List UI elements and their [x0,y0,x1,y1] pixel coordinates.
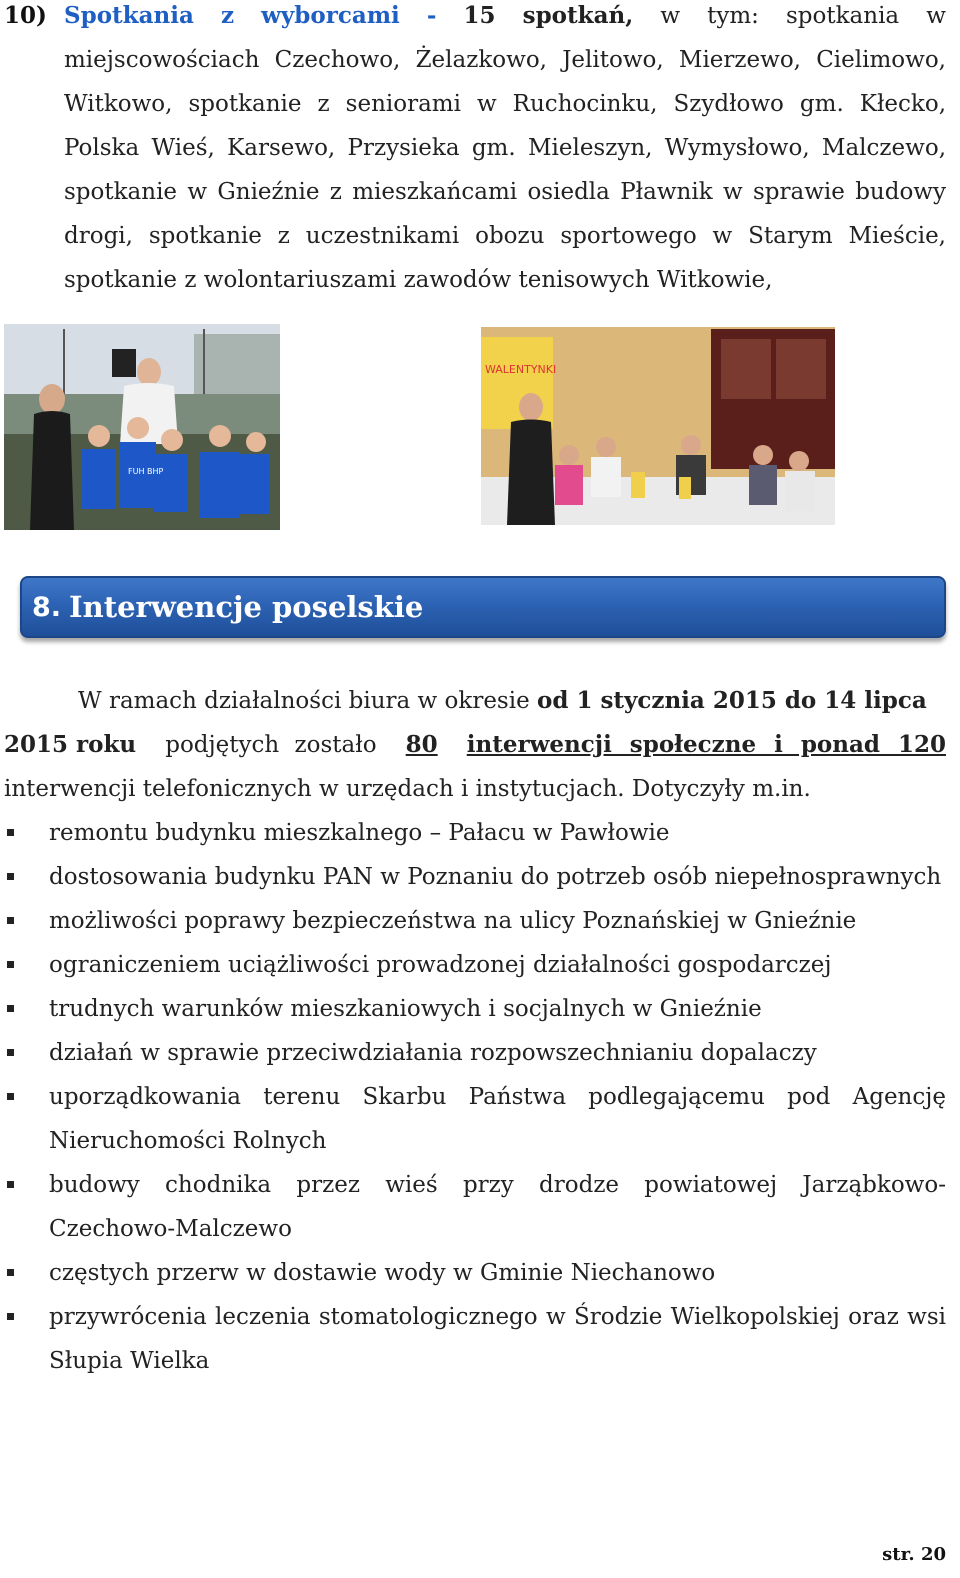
photo-left-sign: FUH BHP [128,467,164,476]
list-item-text: uporządkowania terenu Skarbu Państwa podlegającemu pod Agencję Nieruchomości Rolnych [49,1084,946,1154]
list-item-text: remontu budynku mieszkalnego – Pałacu w Pawłowie [49,820,670,846]
section-8-intro-period: od 1 stycznia 2015 do 14 lipca [537,687,927,714]
list-item [4,1075,946,1163]
bullet-square-icon [7,1093,14,1100]
section-10-line: miejscowościach Czechowo, Żelazkowo, Jelitowo, Mierzewo, Cielimowo, [64,47,946,73]
section-8-intro-text: W ramach działalności biura w okresie [78,688,538,714]
section-10-count-word: spotkań, [522,2,634,29]
section-8-count-80: 80 [405,731,438,758]
section-8-intro-line-2 [4,723,946,767]
section-10-dash: - [426,2,437,29]
section-10-text-w2: w [926,3,946,29]
section-10-title-word-1: Spotkania [64,2,194,29]
list-item [4,1295,946,1383]
bullet-square-icon [7,1005,14,1012]
section-8-header [20,576,946,638]
section-10-title-word-3: wyborcami [261,2,400,29]
list-item [4,1163,946,1251]
section-8-number: 8. [32,591,62,623]
list-item-text: dostosowania budynku PAN w Poznaniu do potrzeb osób niepełnosprawnych [49,864,942,890]
section-8-year: 2015 roku [4,731,137,758]
photo-sports-camp [4,324,280,530]
bullet-square-icon [7,1313,14,1320]
section-10-first-line [4,0,946,38]
list-item [4,855,946,899]
section-10-count: 15 [463,2,496,29]
section-8-body [4,679,946,811]
list-item-text: działań w sprawie przeciwdziałania rozpowszechnianiu dopalaczy [49,1040,817,1066]
bullet-square-icon [7,1181,14,1188]
section-10-text-spotkania: spotkania [785,3,900,29]
photo-seniors-meeting-illustration [481,327,835,525]
section-10-line: drogi, spotkanie z uczestnikami obozu sportowego w Starym Mieście, [64,223,946,249]
section-8-intro-line-3: interwencji telefonicznych w urzędach i instytucjach. Dotyczyły m.in. [4,776,811,802]
list-item [4,811,946,855]
list-item [4,943,946,987]
bullet-square-icon [7,1269,14,1276]
section-8-interventions: interwencji społeczne i ponad 120 [466,731,946,758]
list-item-text: budowy chodnika przez wieś przy drodze powiatowej Jarząbkowo-Czechowo-Malczewo [49,1172,946,1242]
list-item [4,1031,946,1075]
list-item [4,899,946,943]
list-item-text: możliwości poprawy bezpieczeństwa na ulicy Poznańskiej w Gnieźnie [49,908,857,934]
section-10-text-tym: tym: [707,3,759,29]
photo-right-sign: WALENTYNKI [485,363,557,376]
photo-sports-camp-illustration [4,324,280,530]
list-item-text: przywrócenia leczenia stomatologicznego w Środzie Wielkopolskiej oraz wsi Słupia Wielka [49,1304,946,1374]
bullet-square-icon [7,829,14,836]
list-item-text: częstych przerw w dostawie wody w Gminie Niechanowo [49,1260,716,1286]
section-10-paragraph [4,0,946,302]
section-10-title-word-2: z [220,2,235,29]
page-number: str. 20 [882,1544,946,1565]
section-10-line: spotkanie z wolontariuszami zawodów tenisowych Witkowie, [64,267,773,293]
bullet-square-icon [7,1049,14,1056]
list-item-text: trudnych warunków mieszkaniowych i socjalnych w Gnieźnie [49,996,762,1022]
photo-seniors-meeting [481,327,835,525]
section-10-line: Witkowo, spotkanie z seniorami w Ruchocinku, Szydłowo gm. Kłecko, [64,91,946,117]
section-10-text-w: w [660,3,680,29]
section-8-intro-line-1 [4,679,946,723]
bullet-square-icon [7,961,14,968]
section-8-title: Interwencje poselskie [69,590,424,624]
section-10-number: 10) [4,2,47,29]
bullet-square-icon [7,873,14,880]
section-10-line: spotkanie w Gnieźnie z mieszkańcami osiedla Pławnik w sprawie budowy [64,179,946,205]
list-item-text: ograniczeniem uciążliwości prowadzonej działalności gospodarczej [49,952,832,978]
list-item [4,1251,946,1295]
bullet-square-icon [7,917,14,924]
list-item [4,987,946,1031]
interventions-list [4,811,946,1383]
section-10-line: Polska Wieś, Karsewo, Przysieka gm. Mieleszyn, Wymysłowo, Malczewo, [64,135,946,161]
section-8-mid-text: podjętych zostało [165,732,377,758]
